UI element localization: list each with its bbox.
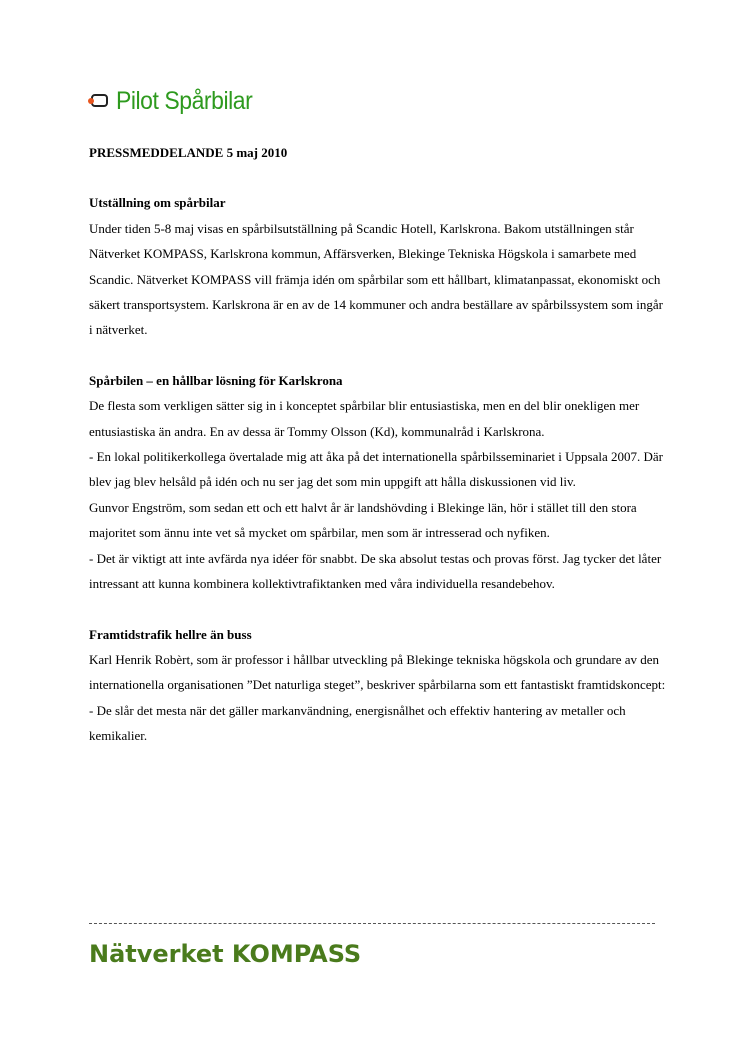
press-heading: PRESSMEDDELANDE 5 maj 2010 [89,145,288,160]
dashed-divider [89,923,655,924]
paragraph: Karl Henrik Robèrt, som är professor i hållbar utveckling på Blekinge tekniska högskola och grundare av den internationella organisationen ”Det naturliga steget”, beskriver spårbilarna som ett fantastiskt framtidskoncept: [89,651,666,693]
section-framtidstrafik [89,622,669,749]
section-utstallning [89,190,669,342]
section-heading: Utställning om spårbilar [89,195,226,211]
footer-title: Nätverket KOMPASS [89,940,362,968]
pilot-sparbilar-logo [88,86,264,116]
section-sparbilen [89,368,669,597]
section-heading: Spårbilen – en hållbar lösning för Karlskrona [89,372,343,388]
logo-icon [88,93,110,109]
paragraph: - De slår det mesta när det gäller markanvändning, energisnålhet och effektiv hantering av metaller och kemikalier. [89,702,626,744]
press-release-body [89,140,669,774]
paragraph: De flesta som verkligen sätter sig in i konceptet spårbilar blir entusiastiska, men en del blir onekligen mer entusiastiska än andra. En av dessa är Tommy Olsson (Kd), kommunalråd i Karlskrona. [89,398,640,439]
paragraph: - Det är viktigt att inte avfärda nya idéer för snabbt. De ska absolut testas och provas först. Jag tycker det låter intressant att kunna kombinera kollektivtrafiktanken med våra individuella resandebehov. [89,550,662,592]
paragraph: - En lokal politikerkollega övertalade mig att åka på det internationella spårbilsseminariet i Uppsala 2007. Där blev jag blev helsåld på idén och nu ser jag det som min uppgift att hålla diskussionen vid liv. [89,449,663,490]
section-heading: Framtidstrafik hellre än buss [89,626,252,642]
paragraph: Gunvor Engström, som sedan ett och ett halvt år är landshövding i Blekinge län, hör i stället till den stora majoritet som ännu inte vet så mycket om spårbilar, men som är intresserad och nyfiken. [89,499,637,541]
paragraph: Under tiden 5-8 maj visas en spårbilsutställning på Scandic Hotell, Karlskrona. Bakom utställningen står Nätverket KOMPASS, Karlskrona kommun, Affärsverken, Blekinge Tekniska Högskola i samarbete med Scandic. Nätverket KOMPASS vill främja idén om spårbilar som ett hållbart, klimatanpassat, ekonomiskt och säkert transportsystem. Karlskrona är en av de 14 kommuner och andra beställare av spårbilssystem som ingår i nätverket. [89,220,663,338]
logo-text: Pilot Spårbilar [116,86,253,115]
